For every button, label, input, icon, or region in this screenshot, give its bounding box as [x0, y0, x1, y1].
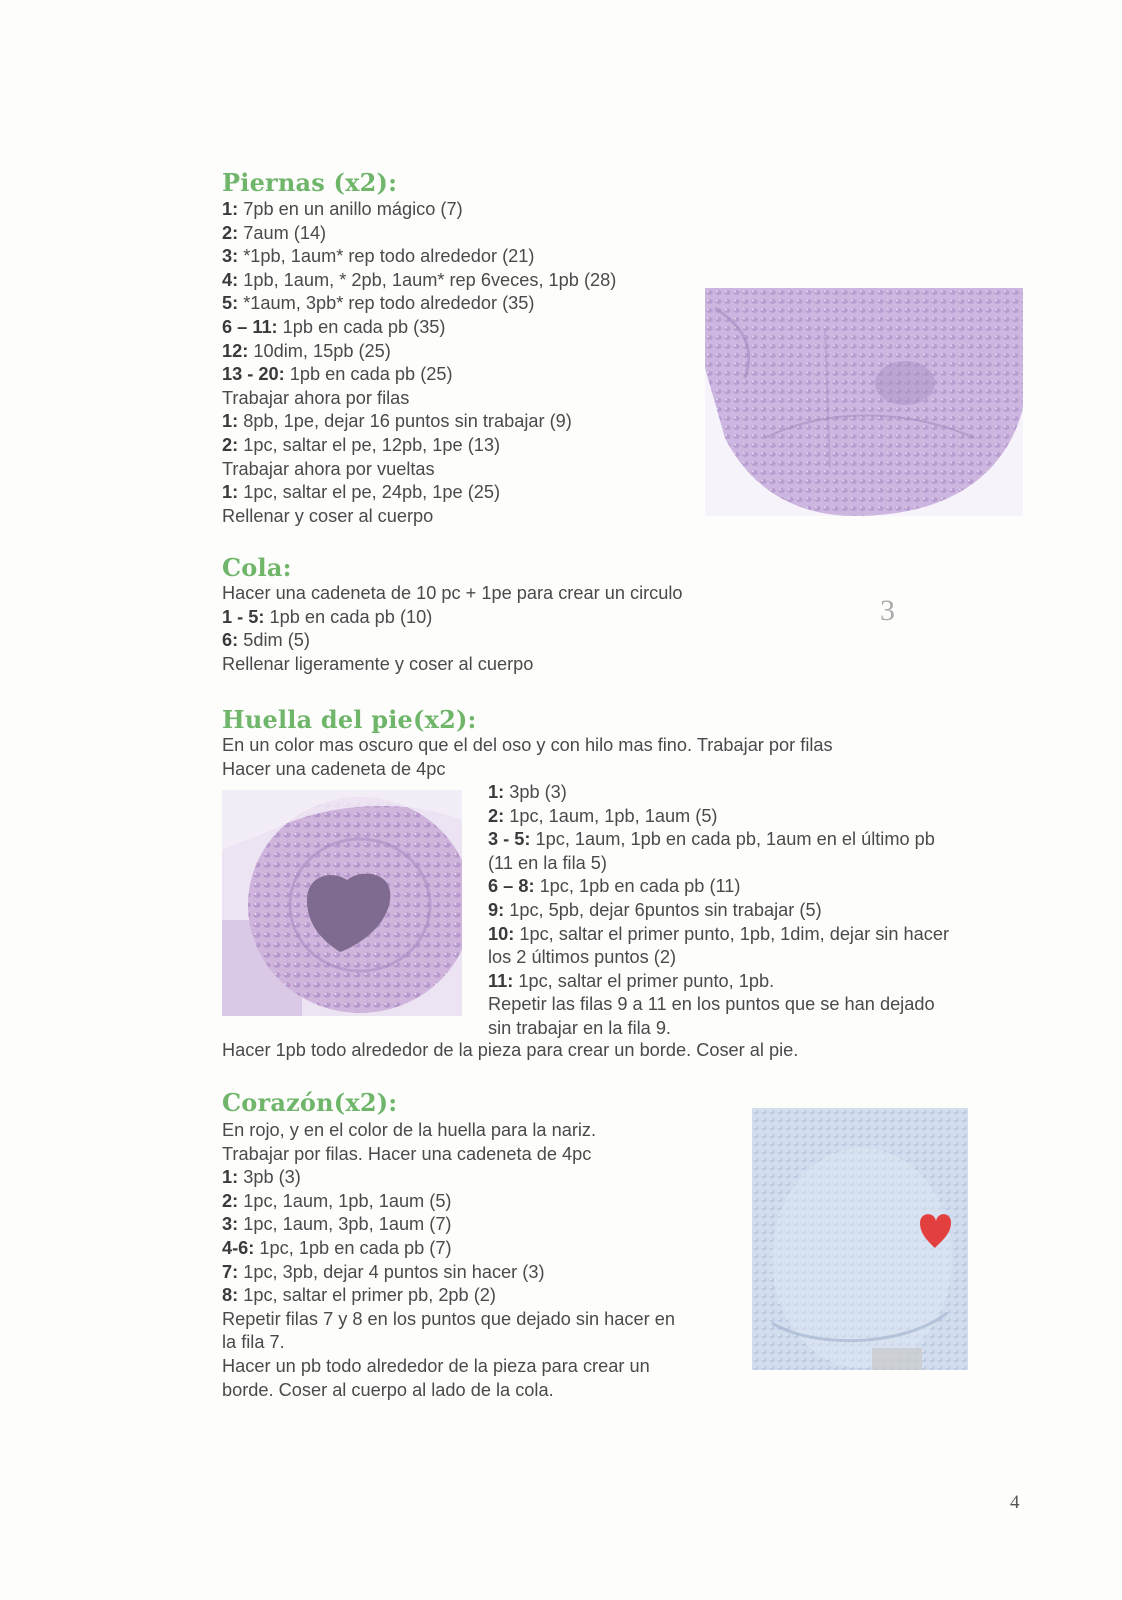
huella-intro-1: En un color mas oscuro que el del oso y con hilo mas fino. Trabajar por filas — [222, 735, 833, 755]
instruction-row — [222, 316, 616, 340]
row-text: 1pc, saltar el pe, 24pb, 1pe (25) — [238, 482, 501, 503]
row-number: 13 - 20: — [222, 364, 285, 385]
row-text: Hacer un pb todo alrededor de la pieza para crear un — [222, 1355, 650, 1376]
instruction-row — [222, 1213, 675, 1237]
page-number: 4 — [1010, 1492, 1020, 1513]
instruction-row — [222, 582, 683, 606]
heart-photo — [752, 1108, 968, 1370]
instruction-row — [488, 993, 949, 1017]
row-text: 1pc, saltar el pe, 12pb, 1pe (13) — [238, 434, 501, 455]
instruction-row — [222, 481, 616, 505]
instruction-row — [222, 363, 616, 387]
row-text: 1pc, 1aum, 1pb en cada pb, 1aum en el último pb — [530, 829, 935, 850]
row-text: 1pc, 3pb, dejar 4 puntos sin hacer (3) — [238, 1261, 545, 1282]
instruction-row — [222, 629, 683, 653]
leg-photo-image — [705, 288, 1023, 516]
row-text: 1pb en cada pb (35) — [277, 316, 446, 337]
row-text: 1pc, 1aum, 3pb, 1aum (7) — [238, 1214, 452, 1235]
row-number: 3 - 5: — [488, 829, 531, 850]
huella-instructions — [488, 781, 949, 1041]
row-text: En rojo, y en el color de la huella para la nariz. — [222, 1120, 597, 1140]
row-number: 5: — [222, 293, 239, 314]
row-number: 8: — [222, 1285, 239, 1306]
leg-photo — [705, 288, 1023, 516]
instruction-row — [222, 1379, 675, 1403]
instruction-row — [222, 387, 616, 411]
row-number: 1: — [222, 1167, 239, 1188]
row-text: 5dim (5) — [238, 630, 310, 651]
instruction-row — [222, 505, 616, 529]
row-text: Hacer una cadeneta de 10 pc + 1pe para crear un circulo — [222, 583, 683, 603]
row-text: (11 en la fila 5) — [488, 852, 607, 873]
instruction-row — [222, 458, 616, 482]
row-number: 10: — [488, 923, 515, 944]
row-text: 1pb, 1aum, * 2pb, 1aum* rep 6veces, 1pb (28) — [238, 269, 617, 290]
instruction-row — [222, 606, 683, 630]
row-text: 1pc, 5pb, dejar 6puntos sin trabajar (5) — [504, 899, 822, 920]
instruction-row — [488, 805, 949, 829]
row-number: 2: — [222, 434, 239, 455]
instruction-row — [222, 1119, 675, 1143]
instruction-row — [222, 653, 683, 677]
row-number: 6 – 8: — [488, 876, 535, 897]
instruction-row — [488, 781, 949, 805]
row-number: 4: — [222, 269, 239, 290]
row-text: 10dim, 15pb (25) — [248, 340, 391, 361]
row-number: 12: — [222, 340, 249, 361]
row-number: 2: — [488, 805, 505, 826]
instruction-row — [488, 899, 949, 923]
instruction-row — [222, 1143, 675, 1167]
instruction-row — [222, 1237, 675, 1261]
huella-intro-2: Hacer una cadeneta de 4pc — [222, 759, 446, 779]
row-text: 8pb, 1pe, dejar 16 puntos sin trabajar (9) — [238, 411, 572, 432]
row-text: la fila 7. — [222, 1332, 285, 1353]
row-text: Trabajar ahora por vueltas — [222, 458, 435, 479]
row-text: Rellenar y coser al cuerpo — [222, 505, 434, 526]
row-text: 3pb (3) — [504, 782, 567, 802]
instruction-row — [222, 410, 616, 434]
instruction-row — [222, 1308, 675, 1332]
instruction-row — [488, 1017, 949, 1041]
footprint-photo — [222, 790, 462, 1016]
instruction-row — [222, 269, 616, 293]
row-number: 6: — [222, 630, 239, 651]
cola-instructions — [222, 582, 683, 676]
row-text: Trabajar ahora por filas — [222, 387, 410, 408]
instruction-row — [222, 1284, 675, 1308]
section-title-cola: Cola: — [222, 553, 292, 582]
row-text: 1pc, saltar el primer punto, 1pb. — [513, 970, 775, 991]
row-text: 7pb en un anillo mágico (7) — [238, 199, 463, 219]
instruction-row — [222, 1190, 675, 1214]
row-number: 9: — [488, 899, 505, 920]
instruction-row — [222, 434, 616, 458]
row-number: 2: — [222, 222, 239, 243]
row-number: 7: — [222, 1261, 239, 1282]
piernas-instructions — [222, 198, 616, 528]
instruction-row — [488, 970, 949, 994]
row-text: Repetir filas 7 y 8 en los puntos que dejado sin hacer en — [222, 1308, 675, 1329]
instruction-row — [222, 340, 616, 364]
instruction-row — [222, 292, 616, 316]
row-number: 6 – 11: — [222, 316, 278, 337]
margin-mark: 3 — [880, 594, 895, 627]
instruction-row — [488, 923, 949, 947]
corazon-instructions — [222, 1119, 675, 1402]
row-number: 2: — [222, 1190, 239, 1211]
row-number: 4-6: — [222, 1237, 255, 1258]
instruction-row — [488, 875, 949, 899]
row-text: *1pb, 1aum* rep todo alrededor (21) — [238, 246, 535, 267]
instruction-row — [488, 828, 949, 852]
footprint-photo-image — [222, 790, 462, 1016]
instruction-row — [222, 1331, 675, 1355]
row-text: los 2 últimos puntos (2) — [488, 947, 677, 968]
row-text: *1aum, 3pb* rep todo alrededor (35) — [238, 293, 535, 314]
row-number: 1: — [222, 411, 239, 432]
row-number: 1 - 5: — [222, 606, 265, 627]
row-text: 7aum (14) — [238, 222, 327, 243]
instruction-row — [222, 222, 616, 246]
instruction-row — [488, 852, 949, 876]
instruction-row — [222, 245, 616, 269]
instruction-row — [222, 1166, 675, 1190]
instruction-row — [222, 198, 616, 222]
row-number: 1: — [488, 782, 505, 802]
row-text: 1pc, 1pb en cada pb (7) — [254, 1237, 452, 1258]
row-text: 3pb (3) — [238, 1167, 301, 1188]
row-text: 1pc, saltar el primer pb, 2pb (2) — [238, 1285, 496, 1306]
row-text: Trabajar por filas. Hacer una cadeneta de 4pc — [222, 1143, 592, 1164]
row-number: 3: — [222, 1214, 239, 1235]
section-title-corazon: Corazón(x2): — [222, 1088, 398, 1117]
row-text: borde. Coser al cuerpo al lado de la cola. — [222, 1379, 554, 1400]
row-text: 1pb en cada pb (25) — [284, 364, 453, 385]
row-text: 1pc, 1aum, 1pb, 1aum (5) — [238, 1190, 452, 1211]
instruction-row — [222, 1261, 675, 1285]
row-number: 1: — [222, 199, 239, 219]
row-text: 1pc, 1aum, 1pb, 1aum (5) — [504, 805, 718, 826]
row-text: Rellenar ligeramente y coser al cuerpo — [222, 653, 534, 674]
instruction-row — [488, 946, 949, 970]
row-number: 1: — [222, 482, 239, 503]
row-text: 1pb en cada pb (10) — [264, 606, 433, 627]
row-number: 11: — [488, 970, 514, 991]
huella-closing: Hacer 1pb todo alrededor de la pieza para crear un borde. Coser al pie. — [222, 1040, 799, 1060]
row-number: 3: — [222, 246, 239, 267]
row-text: 1pc, 1pb en cada pb (11) — [534, 876, 741, 897]
row-text: Repetir las filas 9 a 11 en los puntos que se han dejado — [488, 994, 935, 1015]
section-title-huella: Huella del pie(x2): — [222, 705, 477, 734]
row-text: 1pc, saltar el primer punto, 1pb, 1dim, dejar sin hacer — [514, 923, 949, 944]
row-text: sin trabajar en la fila 9. — [488, 1017, 671, 1038]
instruction-row — [222, 1355, 675, 1379]
section-title-piernas: Piernas (x2): — [222, 168, 398, 197]
heart-photo-image — [752, 1108, 968, 1370]
